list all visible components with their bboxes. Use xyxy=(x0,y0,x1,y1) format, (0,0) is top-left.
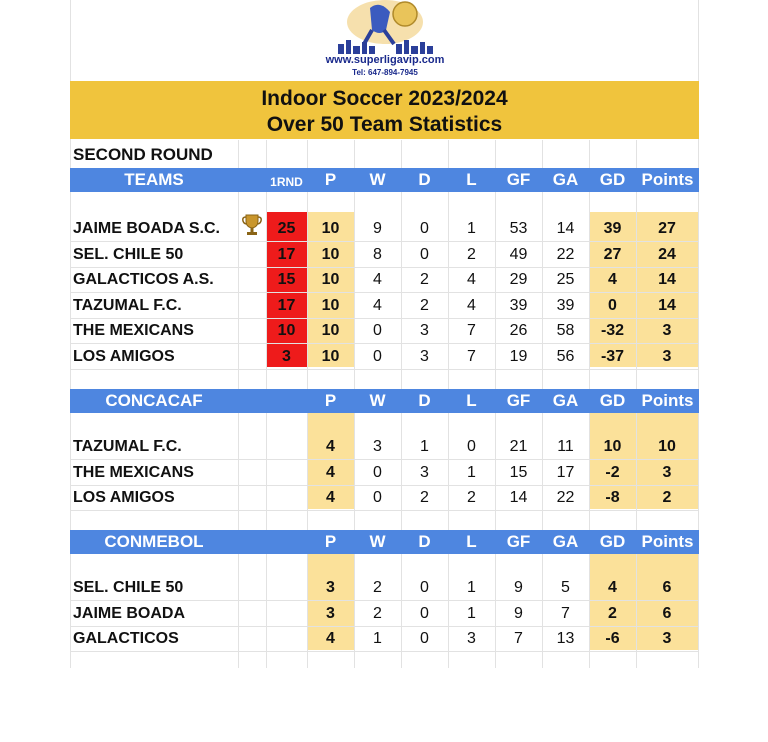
website-text: www.superligavip.com xyxy=(325,54,445,66)
stat-w: 8 xyxy=(373,245,382,263)
stat-pts: 10 xyxy=(658,438,676,455)
col-l: L xyxy=(466,532,477,551)
team-name: SEL. CHILE 50 xyxy=(73,245,184,263)
col-gd: GD xyxy=(599,391,626,410)
title-banner xyxy=(70,81,699,139)
phone-text: Tel: 647-894-7945 xyxy=(352,68,418,77)
stat-ga: 13 xyxy=(556,630,575,647)
stat-gd: -32 xyxy=(600,322,625,339)
col-points: Points xyxy=(641,391,694,410)
stat-d: 3 xyxy=(420,463,429,481)
stat-d: 3 xyxy=(420,322,429,339)
stat-p: 4 xyxy=(326,489,335,506)
stat-pts: 6 xyxy=(662,579,672,596)
stat-ga: 22 xyxy=(556,489,575,506)
team-name: SEL. CHILE 50 xyxy=(73,579,184,596)
stat-p: 4 xyxy=(326,463,335,481)
stat-gf: 29 xyxy=(509,271,528,288)
col-w: W xyxy=(369,170,386,189)
stat-l: 3 xyxy=(467,630,476,647)
stat-ga: 17 xyxy=(556,463,575,481)
stat-gd: 0 xyxy=(608,296,617,314)
stat-rnd: 15 xyxy=(277,271,296,288)
stat-gd: 2 xyxy=(608,604,617,622)
stat-gd: -6 xyxy=(605,630,620,647)
stat-p: 10 xyxy=(321,322,340,339)
col-points: Points xyxy=(641,532,694,551)
stat-d: 2 xyxy=(420,271,429,288)
team-name: GALACTICOS A.S. xyxy=(73,271,214,288)
stat-d: 0 xyxy=(420,245,429,263)
col-w: W xyxy=(369,391,386,410)
stat-ga: 39 xyxy=(556,296,575,314)
stat-l: 0 xyxy=(467,438,476,455)
col-p: P xyxy=(324,391,337,410)
team-name: JAIME BOADA S.C. xyxy=(73,220,220,237)
team-name: THE MEXICANS xyxy=(73,463,194,481)
team-name: LOS AMIGOS xyxy=(73,489,175,506)
stat-l: 1 xyxy=(467,220,476,237)
concacaf-header xyxy=(70,389,699,413)
stat-l: 1 xyxy=(467,604,476,622)
stat-w: 9 xyxy=(373,220,382,237)
stat-gd: 39 xyxy=(603,220,622,237)
stat-l: 1 xyxy=(467,463,476,481)
stat-gf: 26 xyxy=(509,322,528,339)
stat-ga: 5 xyxy=(561,579,570,596)
stat-pts: 14 xyxy=(658,271,676,288)
col-gf: GF xyxy=(506,391,531,410)
conmebol-header xyxy=(70,530,699,554)
second-round-label: SECOND ROUND xyxy=(73,145,213,164)
stat-ga: 7 xyxy=(561,604,570,622)
stat-w: 0 xyxy=(373,489,382,506)
stat-p: 3 xyxy=(326,579,335,596)
stat-w: 1 xyxy=(373,630,382,647)
stat-gf: 9 xyxy=(514,579,523,596)
stat-gf: 53 xyxy=(509,220,528,237)
stat-ga: 14 xyxy=(556,220,575,237)
stat-w: 2 xyxy=(373,579,382,596)
stat-w: 3 xyxy=(373,438,382,455)
stat-pts: 3 xyxy=(662,347,672,365)
col-points: Points xyxy=(641,170,694,189)
stat-p: 10 xyxy=(321,296,340,314)
col-d: D xyxy=(418,391,431,410)
stat-l: 2 xyxy=(467,245,476,263)
col-p: P xyxy=(324,532,337,551)
stat-gf: 19 xyxy=(509,347,528,365)
stat-w: 4 xyxy=(373,296,382,314)
soccer-logo-icon xyxy=(310,0,460,56)
stat-p: 10 xyxy=(321,347,340,365)
stat-pts: 6 xyxy=(662,604,672,622)
stat-l: 4 xyxy=(467,296,476,314)
col-teams: TEAMS xyxy=(124,170,184,189)
col-p: P xyxy=(324,170,337,189)
row-divider xyxy=(70,510,699,511)
col-l: L xyxy=(466,391,477,410)
stat-l: 7 xyxy=(467,322,476,339)
stat-p: 4 xyxy=(326,630,335,647)
team-name: JAIME BOADA xyxy=(73,604,186,622)
stat-p: 10 xyxy=(321,271,340,288)
stat-pts: 3 xyxy=(662,630,672,647)
stat-gd: -8 xyxy=(605,489,620,506)
stat-p: 3 xyxy=(326,604,335,622)
stat-gf: 39 xyxy=(509,296,528,314)
col-gd: GD xyxy=(599,170,626,189)
stat-gf: 21 xyxy=(509,438,528,455)
stat-d: 2 xyxy=(420,296,429,314)
stat-pts: 3 xyxy=(662,463,672,481)
stat-d: 2 xyxy=(420,489,429,506)
stat-gf: 14 xyxy=(509,489,528,506)
stat-rnd: 17 xyxy=(277,245,296,263)
stat-gf: 7 xyxy=(514,630,523,647)
col-ga: GA xyxy=(552,391,579,410)
team-name: LOS AMIGOS xyxy=(73,347,175,365)
trophy-icon xyxy=(242,213,262,237)
stat-gd: -2 xyxy=(605,463,620,481)
stat-pts: 3 xyxy=(662,322,672,339)
stat-gd: 4 xyxy=(608,579,617,596)
col-ga: GA xyxy=(552,532,579,551)
stat-w: 0 xyxy=(373,463,382,481)
team-name: TAZUMAL F.C. xyxy=(73,438,182,455)
stat-w: 2 xyxy=(373,604,382,622)
stat-l: 2 xyxy=(467,489,476,506)
col-teams: CONCACAF xyxy=(105,391,203,410)
stat-gf: 49 xyxy=(509,245,528,263)
col-d: D xyxy=(418,532,431,551)
stat-d: 3 xyxy=(420,347,429,365)
stat-w: 0 xyxy=(373,322,382,339)
stat-p: 10 xyxy=(321,220,340,237)
stat-ga: 11 xyxy=(557,438,574,455)
stat-rnd: 25 xyxy=(277,220,296,237)
stat-d: 0 xyxy=(420,604,429,622)
col-gf: GF xyxy=(506,532,531,551)
stat-p: 4 xyxy=(326,438,335,455)
row-divider xyxy=(70,369,699,370)
team-name: TAZUMAL F.C. xyxy=(73,296,182,314)
row-divider xyxy=(70,651,699,652)
stat-w: 0 xyxy=(373,347,382,365)
stat-ga: 56 xyxy=(556,347,575,365)
stat-rnd: 3 xyxy=(282,347,291,365)
stat-l: 4 xyxy=(467,271,476,288)
col-gd: GD xyxy=(599,532,626,551)
stat-p: 10 xyxy=(321,245,340,263)
team-name: THE MEXICANS xyxy=(73,322,194,339)
stat-gd: 27 xyxy=(603,245,622,263)
stat-l: 7 xyxy=(467,347,476,365)
stat-pts: 24 xyxy=(658,245,676,263)
col-ga: GA xyxy=(552,170,579,189)
col-1rnd: 1RND xyxy=(270,175,303,189)
stat-gd: -37 xyxy=(600,347,625,365)
stat-ga: 22 xyxy=(556,245,575,263)
second-round-header xyxy=(70,168,699,192)
col-gf: GF xyxy=(506,170,531,189)
stat-gf: 15 xyxy=(509,463,528,481)
stat-d: 0 xyxy=(420,579,429,596)
stat-ga: 58 xyxy=(556,322,575,339)
stat-rnd: 10 xyxy=(277,322,296,339)
col-teams: CONMEBOL xyxy=(104,532,204,551)
stat-d: 1 xyxy=(420,438,429,455)
col-d: D xyxy=(418,170,431,189)
stat-pts: 2 xyxy=(662,489,672,506)
stat-ga: 25 xyxy=(556,271,575,288)
stat-rnd: 17 xyxy=(277,296,296,314)
col-w: W xyxy=(369,532,386,551)
stat-w: 4 xyxy=(373,271,382,288)
stat-pts: 27 xyxy=(658,220,676,237)
stat-gf: 9 xyxy=(514,604,523,622)
stat-l: 1 xyxy=(467,579,476,596)
stat-gd: 10 xyxy=(603,438,622,455)
title-line-2: Over 50 Team Statistics xyxy=(266,113,503,136)
league-logo xyxy=(310,0,460,80)
stat-pts: 14 xyxy=(658,296,676,314)
stat-d: 0 xyxy=(420,220,429,237)
title-line-1: Indoor Soccer 2023/2024 xyxy=(261,87,508,110)
col-l: L xyxy=(466,170,477,189)
stat-gd: 4 xyxy=(608,271,617,288)
stat-d: 0 xyxy=(420,630,429,647)
team-name: GALACTICOS xyxy=(73,630,179,647)
